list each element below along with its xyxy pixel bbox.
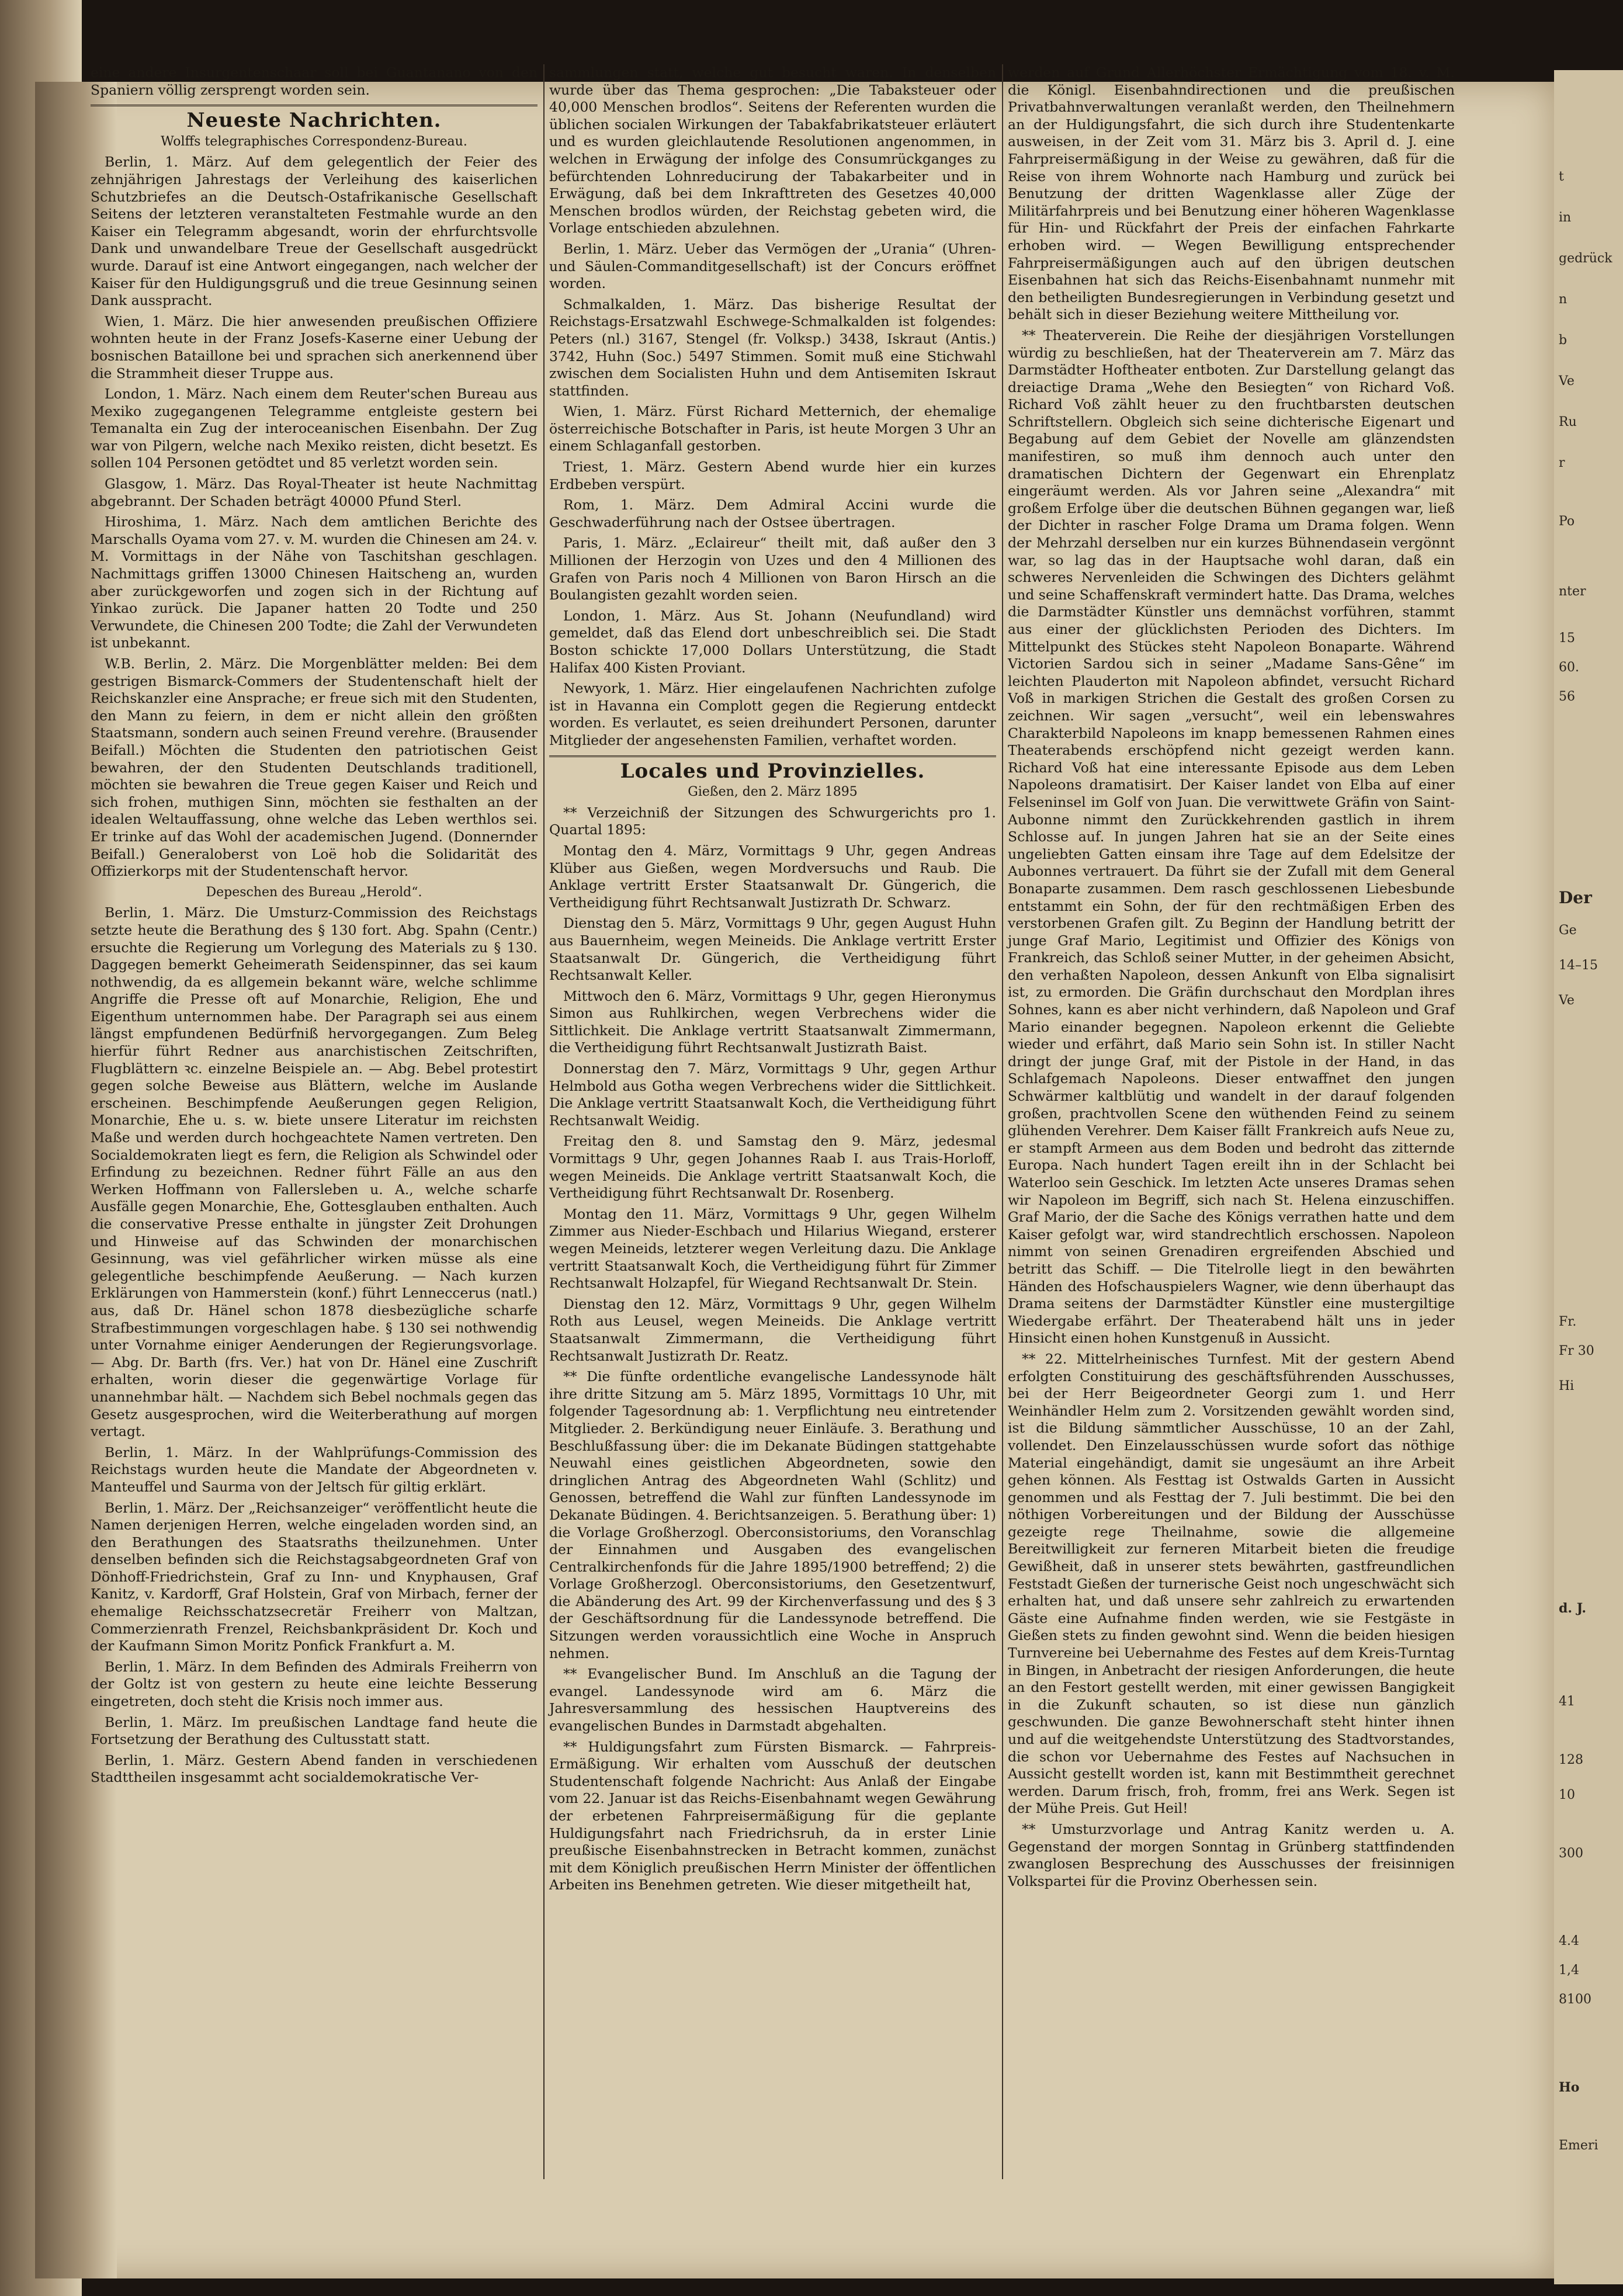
column-1: [91, 64, 537, 1790]
edge-fragment: Po: [1559, 514, 1575, 529]
edge-fragment: Ho: [1559, 2080, 1580, 2095]
edge-fragment: 1,4: [1559, 1963, 1579, 1978]
section-divider: [91, 105, 537, 106]
article-paragraph: Freitag den 8. und Samstag den 9. März, jedesmal Vormittags 9 Uhr, gegen Johannes Raab I. aus Trais-Horloff, wegen Meineids. Die Anklage vertritt Staatsanwalt Koch, die Vertheidigung führt Rechtsanwalt Dr. Rosenberg.: [549, 1133, 996, 1202]
edge-fragment: Ve: [1559, 374, 1575, 389]
article-paragraph: ** Huldigungsfahrt zum Fürsten Bismarck. — Fahrpreis-Ermäßigung. Wir erhalten vom Ausschuß der deutschen Studentenschaft folgende Nachricht: Aus Anlaß der Eingabe vom 22. Januar ist das Reichs-Eisenbahnamt wegen Gewährung der erbetenen Fahrpreisermäßigung für die geplante Huldigungsfahrt nach Friedrichsruh, da in erster Linie preußische Eisenbahnstrecken in Betracht kommen, zunächst mit dem Königlich preußischen Herrn Minister der öffentlichen Arbeiten ins Benehmen getreten. Wie dieser mitgetheilt hat,: [549, 1738, 996, 1893]
edge-fragment: 14–15: [1559, 958, 1598, 973]
edge-fragment: 128: [1559, 1753, 1583, 1767]
edge-fragment: Ve: [1559, 993, 1575, 1008]
edge-fragment: Emeri: [1559, 2138, 1598, 2153]
article-paragraph: ** Verzeichniß der Sitzungen des Schwurgerichts pro 1. Quartal 1895:: [549, 804, 996, 838]
edge-fragment: 10: [1559, 1788, 1575, 1802]
edge-fragment: Hi: [1559, 1379, 1575, 1393]
column-rule: [1002, 64, 1003, 2179]
article-paragraph: Berlin, 1. März. Gestern Abend fanden in verschiedenen Stadttheilen insgesammt acht socialdemokratische Ver-: [91, 1752, 537, 1786]
article-paragraph: Dienstag den 12. März, Vormittags 9 Uhr, gegen Wilhelm Roth aus Leusel, wegen Meineids. Die Anklage vertritt Staatsanwalt Zimmermann, die Vertheidigung führt Rechtsanwalt Justizrath Dr. Reatz.: [549, 1295, 996, 1364]
article-paragraph: Donnerstag den 7. März, Vormittags 9 Uhr, gegen Arthur Helmbold aus Gotha wegen Verbrechens wider die Sittlichkeit. Die Anklage vertritt Staatsanwalt Koch, die Vertheidigung führt Rechtsanwalt Weidig.: [549, 1060, 996, 1129]
article-paragraph: Berlin, 1. März. Die Umsturz-Commission des Reichstags setzte heute die Berathung des § 130 fort. Abg. Spahn (Centr.) ersuchte die Regierung um Vorlegung des Materials zu § 130. Daggegen bemerkt Geheimerath Seidenspinner, das sei kaum nothwendig, da es allgemein bekannt wäre, welche schlimme Angriffe die Presse oft auf Monarchie, Religion, Ehe und Eigenthum unternommen habe. Der Paragraph sei aus einem längst empfundenen Bedürfniß hervorgegangen. Zum Beleg hierfür führt Redner aus anarchistischen Zeitschriften, Flugblättern ꝛc. einzelne Beispiele an. — Abg. Bebel protestirt gegen solche Beweise aus Blättern, welche im Auslande erscheinen. Beschimpfende Aeußerungen gegen Religion, Monarchie, Ehe u. s. w. biete unsere Literatur im reichsten Maße und werden durch hochgeachtete Namen vertreten. Den Socialdemokraten liegt es fern, die Religion als Schwindel oder Erfindung zu bezeichnen. Redner führt Fälle an aus den Werken Hoffmann von Fallersleben u. A., welche scharfe Ausfälle gegen Monarchie, Ehe, Gottesglauben enthalten. Auch die conservative Presse enthalte in jüngster Zeit Drohungen und Hinweise auf das Schwinden der monarchischen Gesinnung, was viel gefährlicher wirken müsse als eine gelegentliche beschimpfende Aeußerung. — Nach kurzen Erklärungen von Hammerstein (konf.) führt Lenneccerus (natl.) aus, daß Dr. Hänel schon 1878 diesbezügliche scharfe Strafbestimmungen vorgeschlagen habe. § 130 sei nothwendig unter Vornahme einiger Aenderungen der Regierungsvorlage. — Abg. Dr. Barth (frs. Ver.) hat von Dr. Hänel eine Zuschrift erhalten, worin dieser die gegenwärtige Vorlage für unannehmbar hält. — Nachdem sich Bebel nochmals gegen das Gesetz ausgesprochen, wird die Weiterberathung auf morgen vertagt.: [91, 904, 537, 1440]
dateline: Gießen, den 2. März 1895: [688, 785, 858, 800]
edge-fragment: d. J.: [1559, 1601, 1587, 1616]
section-divider: [549, 755, 996, 757]
article-paragraph: werden auf Grund Allerhöchster Ermächtigung vom 18. v. M. die Königl. Eisenbahndirectionen und die preußischen Privatbahnverwaltungen veranlaßt werden, den Theilnehmern an der Huldigungsfahrt, die sich durch ihre Studentenkarte ausweisen, in der Zeit vom 31. März bis 3. April d. J. eine Fahrpreisermäßigung in der Weise zu gewähren, daß für die Reise von ihrem Wohnorte nach Hamburg und zurück bei Benutzung der dritten Wagenklasse aller Züge der Militärfahrpreis und bei Benutzung einer höheren Wagenklasse für Hin- und Rückfahrt der Preis der einfachen Fahrkarte erhoben wird. — Wegen Bewilligung entsprechender Fahrpreisermäßigungen auch auf den übrigen deutschen Eisenbahnen hat sich das Reichs-Eisenbahnamt nunmehr mit den betheiligten Bundesregierungen in Verbindung gesetzt und behält sich in dieser Beziehung weitere Mittheilung vor.: [1008, 64, 1455, 323]
edge-fragment: 60.: [1559, 660, 1579, 675]
edge-fragment: 41: [1559, 1694, 1575, 1709]
article-paragraph: Wien, 1. März. Die hier anwesenden preußischen Offiziere wohnten heute in der Franz Josefs-Kaserne einer Uebung der bosnischen Bataillone bei und sprachen sich anerkennend über die Strammheit dieser Truppe aus.: [91, 313, 537, 381]
article-paragraph: Berlin, 1. März. In der Wahlprüfungs-Commission des Reichstags wurden heute die Mandate der Abgeordneten v. Manteuffel und Saurma von der Jeltsch für giltig erklärt.: [91, 1444, 537, 1495]
article-paragraph: Dienstag den 5. März, Vormittags 9 Uhr, gegen August Huhn aus Bauernheim, wegen Meineids. Die Anklage vertritt Erster Staatsanwalt Dr. Güngerich, die Vertheidigung führt Rechtsanwalt Keller.: [549, 915, 996, 984]
article-paragraph: Montag den 11. März, Vormittags 9 Uhr, gegen Wilhelm Zimmer aus Nieder-Eschbach und Hilarius Wiegand, ersterer wegen Meineids, letzterer wegen Verleitung dazu. Die Anklage vertritt Staatsanwalt Koch, die Vertheidigung führt für Zimmer Rechtsanwalt Holzapfel, für Wiegand Rechtsanwalt Dr. Stein.: [549, 1205, 996, 1292]
edge-fragment: in: [1559, 210, 1572, 225]
edge-fragment: r: [1559, 456, 1565, 470]
section-heading-local-news: Locales und Provinzielles.: [620, 759, 925, 783]
article-paragraph: Schmalkalden, 1. März. Das bisherige Resultat der Reichstags-Ersatzwahl Eschwege-Schmalkalden ist folgendes: Peters (nl.) 3167, Stengel (fr. Volksp.) 3438, Iskraut (Antis.) 3742, Huhn (Soc.) 5497 Stimmen. Somit muß eine Stichwahl zwischen dem Socialisten Huhn und dem Antisemiten Iskraut stattfinden.: [549, 296, 996, 399]
article-paragraph: sammlungen statt, welche gut besucht waren. In denselben wurde über das Thema gesprochen: „Die Tabaksteuer oder 40,000 Menschen brodlos“. Seitens der Referenten wurden die üblichen socialen Wirkungen der Tabakfabrikatsteuer erläutert und es wurden gleichlautende Resolutionen angenommen, in welchen in Erwägung der infolge des Consumrückganges zu befürchtenden Lohnreducirung der Tabakarbeiter und in Erwägung, daß bei dem Inkrafttreten des Gesetzes 40,000 Menschen brodlos würden, der Reichstag gebeten wird, die Vorlage entschieden abzulehnen.: [549, 64, 996, 237]
bureau-subheading: Depeschen des Bureau „Herold“.: [206, 885, 422, 900]
article-paragraph: Berlin, 1. März. Auf dem gelegentlich der Feier des zehnjährigen Jahrestags der Verleihung des kaiserlichen Schutzbriefes an die Deutsch-Ostafrikanische Gesellschaft Seitens der letzteren veranstalteten Festmahle wurde an den Kaiser ein Telegramm abgesandt, worin der ehrfurchtsvolle Dank und unwandelbare Treue der Gesellschaft ausgedrückt wurde. Darauf ist eine Antwort eingegangen, nach welcher der Kaiser für den Huldigungsgruß und die treue Gesinnung seinen Dank ausspracht.: [91, 154, 537, 309]
article-paragraph: Berlin, 1. März. Ueber das Vermögen der „Urania“ (Uhren- und Säulen-Commanditgesellschaft) ist der Concurs eröffnet worden.: [549, 240, 996, 292]
edge-fragment: Der: [1559, 888, 1592, 907]
article-paragraph: London, 1. März. Aus St. Johann (Neufundland) wird gemeldet, daß das Elend dort unbeschreiblich sei. Die Stadt Boston schickte 17,000 Dollars Unterstützung, die Stadt Halifax 400 Kisten Proviant.: [549, 607, 996, 676]
edge-fragment: b: [1559, 333, 1567, 348]
edge-fragment: gedrück: [1559, 251, 1612, 266]
article-paragraph: Hiroshima, 1. März. Nach dem amtlichen Berichte des Marschalls Oyama vom 27. v. M. wurden die Chinesen am 24. v. M. Vormittags in der Nähe von Taschitshan geschlagen. Nachmittags griffen 13000 Chinesen Haitscheng an, wurden aber zurückgeworfen und zogen sich in der Richtung auf Yinkao zurück. Die Japaner hatten 20 Todte und 250 Verwundete, die Chinesen 200 Todte; die Zahl der Verwundeten ist unbekannt.: [91, 514, 537, 651]
article-paragraph: Mittwoch den 6. März, Vormittags 9 Uhr, gegen Hieronymus Simon aus Ruhlkirchen, wegen Verbrechens wider die Sittlichkeit. Die Anklage vertritt Staatsanwalt Zimmermann, die Vertheidigung führt Rechtsanwalt Justizrath Baist.: [549, 987, 996, 1056]
edge-fragment: Ge: [1559, 923, 1577, 938]
article-paragraph: Berlin, 1. März. Im preußischen Landtage fand heute die Fortsetzung der Berathung des Cultusstatt statt.: [91, 1714, 537, 1748]
article-paragraph: Newyork, 1. März. Hier eingelaufenen Nachrichten zufolge ist in Havanna ein Complott gegen die Regierung entdeckt worden. Es verlautet, es seien dreihundert Personen, darunter Mitglieder der angesehensten Familien, verhaftet worden.: [549, 680, 996, 748]
article-paragraph: Berlin, 1. März. Der „Reichsanzeiger“ veröffentlicht heute die Namen derjenigen Herren, welche eingeladen worden sind, an den Berathungen des Staatsraths theilzunehmen. Unter denselben befinden sich die Reichstagsabgeordneten Graf von Dönhoff-Friedrichstein, Graf zu Inn- und Knyphausen, Graf Kanitz, v. Kardorff, Graf Holstein, Graf von Mirbach, ferner der ehemalige Reichsschatzsecretär Freiherr von Maltzan, Commerzienrath Frenzel, Reichsbankpräsident Dr. Koch und der Kaufmann Simon Moritz Ponfick Frankfurt a. M.: [91, 1499, 537, 1655]
edge-fragment: Ru: [1559, 415, 1577, 429]
article-paragraph: Glasgow, 1. März. Das Royal-Theater ist heute Nachmittag abgebrannt. Der Schaden beträgt 40000 Pfund Sterl.: [91, 476, 537, 509]
article-paragraph: ** 22. Mittelrheinisches Turnfest. Mit der gestern Abend erfolgten Constituirung des geschäftsführenden Ausschusses, bei der Herr Beigeordneter Georgi zum 1. und Herr Weinhändler Helm zum 2. Vorsitzenden gewählt worden sind, ist die Bildung sämmtlicher Ausschüsse, 10 an der Zahl, vollendet. Den Einzelausschüssen wurde sofort das nöthige Material eingehändigt, damit sie ungesäumt an ihre Arbeit gehen können. Als Festtag ist Ostwalds Garten in Aussicht genommen und als Festtag der 7. Juli bestimmt. Die bei den nöthigen Vorbereitungen und der Bildung der Ausschüsse gezeigte rege Theilnahme, sowie die allgemeine Bereitwilligkeit zur ferneren Mitarbeit bieten die freudige Gewißheit, daß in unserer stets bewährten, gastfreundlichen Feststadt Gießen der turnerische Geist noch ungeschwächt sich erhalten hat, und daß unsere sehr zahlreich zu erwartenden Gäste eine Aufnahme finden werden, wie sie Festgäste in Gießen stets zu finden gewohnt sind. Wenn die beiden hiesigen Turnvereine bei Uebernahme des Festes auf dem Kreis-Turntag in Bingen, in Anbetracht der riesigen Anforderungen, die heute an den Festort gestellt werden, mit einer gewissen Bangigkeit in die Zukunft schauten, so ist diese nun gänzlich geschwunden. Die ganze Bewohnerschaft steht hinter ihnen und auf die weitgehendste Unterstützung des Stadtvorstandes, die schon vor Uebernahme des Festes auf Nachsuchen in Aussicht gestellt worden ist, kann mit Bestimmtheit gerechnet werden. Darum frisch, froh, fromm, frei ans Werk. Segen ist der Mühe Preis. Gut Heil!: [1008, 1350, 1455, 1817]
article-paragraph: Rom, 1. März. Dem Admiral Accini wurde die Geschwaderführung nach der Ostsee übertragen.: [549, 497, 996, 530]
column-rule: [543, 64, 545, 2179]
article-paragraph: ** Umsturzvorlage und Antrag Kanitz werden u. A. Gegenstand der morgen Sonntag in Grünberg stattfindenden zwanglosen Besprechung des Ausschusses der freisinnigen Volkspartei für die Provinz Oberhessen sein.: [1008, 1820, 1455, 1889]
article-paragraph: eine andere Insurgentenschaar soll bei Guantanano von den Spaniern völlig zersprengt worden sein.: [91, 64, 537, 98]
edge-fragment: n: [1559, 292, 1567, 307]
article-paragraph: W.B. Berlin, 2. März. Die Morgenblätter melden: Bei dem gestrigen Bismarck-Commers der Studentenschaft hielt der Reichskanzler eine Ansprache; er freue sich mit den Studenten, den Mann zu feiern, in dem er nicht allein den größten Staatsmann, sondern auch seinen Freund verehre. (Brausender Beifall.) Möchten die Studenten den patriotischen Geist bewahren, der den Studenten Deutschlands traditionell, möchten sie bewahren die Treue gegen Kaiser und Reich und sich frohen, muthigen Sinn, möchten sie festhalten an der idealen Weltauffassung, ohne welche das Leben werthlos sei. Er trinke auf das Wohl der academischen Jugend. (Donnernder Beifall.) Generaloberst von Loë hob die Solidarität des Offizierkorps mit der Studentenschaft hervor.: [91, 655, 537, 880]
adjacent-page-edge: [1554, 70, 1623, 2284]
edge-fragment: nter: [1559, 584, 1586, 599]
article-paragraph: Berlin, 1. März. In dem Befinden des Admirals Freiherrn von der Goltz ist von gestern zu heute eine leichte Besserung eingetreten, doch steht die Krisis noch immer aus.: [91, 1658, 537, 1710]
edge-fragment: t: [1559, 169, 1564, 184]
edge-fragment: 300: [1559, 1846, 1583, 1861]
edge-fragment: 56: [1559, 689, 1575, 704]
article-paragraph: Montag den 4. März, Vormittags 9 Uhr, gegen Andreas Klüber aus Gießen, wegen Mordversuchs und Raub. Die Anklage vertritt Erster Staatsanwalt Dr. Güngerich, die Vertheidigung führt Rechtsanwalt Justizrath Dr. Schwarz.: [549, 842, 996, 911]
article-paragraph: London, 1. März. Nach einem dem Reuter'schen Bureau aus Mexiko zugegangenen Telegramme entgleiste gestern bei Temanalta ein Zug der interoceanischen Eisenbahn. Der Zug war von Pilgern, welche nach Mexiko reisten, dicht besetzt. Es sollen 104 Personen getödtet und 85 verletzt worden sein.: [91, 386, 537, 471]
article-paragraph: Wien, 1. März. Fürst Richard Metternich, der ehemalige österreichische Botschafter in Paris, ist heute Morgen 3 Uhr an einem Schlaganfall gestorben.: [549, 403, 996, 455]
column-3: [1008, 64, 1455, 1893]
edge-fragment: Fr.: [1559, 1315, 1577, 1329]
bureau-subheading: Wolffs telegraphisches Correspondenz-Bureau.: [161, 134, 467, 149]
edge-fragment: 4.4: [1559, 1934, 1579, 1948]
edge-fragment: 15: [1559, 631, 1575, 646]
article-paragraph: Triest, 1. März. Gestern Abend wurde hier ein kurzes Erdbeben verspürt.: [549, 459, 996, 493]
article-paragraph: ** Theaterverein. Die Reihe der diesjährigen Vorstellungen würdig zu beschließen, hat der Theaterverein am 7. März das Darmstädter Hoftheater entboten. Zur Darstellung gelangt das dreiactige Drama „Wehe den Besiegten“ von Richard Voß. Richard Voß zählt heuer zu den fruchtbarsten deutschen Schriftstellern. Obgleich sich seine dichterische Eigenart und Begabung auf dem Gebiet der Novelle am glänzendsten manifestiren, so muß ihm dennoch auch unter den dramatischen Dichtern der Gegenwart ein Ehrenplatz eingeräumt werden. Als vor Jahren seine „Alexandra“ mit großem Erfolge über die deutschen Bühnen gegangen war, ließ der Dichter in rascher Folge Drama um Drama folgen. Wenn der Mehrzahl derselben nur ein kurzes Bühnendasein vergönnt war, so lag das in der Hauptsache wohl daran, daß ein schweres Nervenleiden die Schwingen des Dichters gelähmt und seine Schaffenskraft vermindert hatte. Das Drama, welches die Darmstädter Künstler uns demnächst vorführen, stammt aus einer der glücklichsten Perioden des Dichters. Im Mittelpunkt des Stückes steht Napoleon Bonaparte. Während Victorien Sardou sich in seiner „Madame Sans-Gêne“ im leichten Plauderton mit Napoleon abfindet, versucht Richard Voß in markigen Strichen die Gestalt des großen Corsen zu zeichnen. Wir sagen „versucht“, weil ein lebenswahres Charakterbild Napoleons im knapp bemessenen Rahmen eines Theaterabends erschöpfend nicht gezeigt werden kann. Richard Voß hat eine interessante Episode aus dem Leben Napoleons dramatisirt. Der Kaiser landet von Elba auf einer Felseninsel im Golf von Juan. Die verwittwete Gräfin von Saint-Aubonne nimmt den Zurückkehrenden gastlich in ihrem Schlosse auf. In jungen Jahren hat sie an der Seite eines ungeliebten Gatten einsam ihre Tage auf dem Edelsitze der Aubonnes vertrauert. Da führt sie der Zufall mit dem General Bonaparte zusammen. Dem rasch geschlossenen Liebesbunde entstammt ein Sohn, der für den rechtmäßigen Erben des verstorbenen Grafen gilt. Zu Beginn der Handlung betritt der junge Graf Mario, Legitimist und Offizier des Königs von Frankreich, das Schloß seiner Mutter, in der geheimen Absicht, den verhaßten Napoleon, dessen Ankunft von Elba signalisirt ist, zu ermorden. Die Gräfin durchschaut den Mordplan ihres Sohnes, kann es aber nicht verhindern, daß Napoleon und Graf Mario einander begegnen. Napoleon erkennt die Geliebte wieder und erfährt, daß Mario sein Sohn ist. In stiller Nacht dringt der junge Graf, mit der Pistole in der Hand, in das Schlafgemach Napoleons. Dieser entwaffnet den jungen Schwärmer kaltblütig und wandelt in der darauf folgenden großen, prachtvollen Scene den wüthenden Feind zu seinem glühenden Verehrer. Dem Kaiser fällt Frankreich aufs Neue zu, er stampft Armeen aus dem Boden und bedroht das zitternde Europa. Nach hundert Tagen ereilt ihn in der Schlacht bei Waterloo sein Geschick. Im letzten Acte unseres Dramas sehen wir Napoleon im Begriff, sich nach St. Helena einzuschiffen. Graf Mario, der die Sache des Königs verrathen hatte und dem Kaiser gefolgt war, wird standrechtlich erschossen. Napoleon nimmt von seinen Grenadiren ergreifenden Abschied und betritt das Schiff. — Die Titelrolle liegt in den bewährten Händen des Hofschauspielers Wagner, wie denn überhaupt das Drama seitens der Darmstädter Künstler eine mustergiltige Wiedergabe erfährt. Der Theaterabend hält uns in jeder Hinsicht einen hohen Kunstgenuß in Aussicht.: [1008, 327, 1455, 1347]
section-heading-latest-news: Neueste Nachrichten.: [186, 109, 442, 133]
column-2: [549, 64, 996, 1898]
article-paragraph: ** Die fünfte ordentliche evangelische Landessynode hält ihre dritte Sitzung am 5. März 1895, Vormittags 10 Uhr, mit folgender Tagesordnung ab: 1. Verpflichtung neu eintretender Mitglieder. 2. Berkündigung neuer Einläufe. 3. Berathung und Beschlußfassung über: die im Dekanate Büdingen stattgehabte Neuwahl eines geistlichen Abgeordneten, sowie den dringlichen Antrag des Abgeordneten Wahl (Schlitz) und Genossen, betreffend die Wahl zur fünften Landessynode im Dekanate Büdingen. 4. Berichtsanzeigen. 5. Berathung über: 1) die Vorlage Großherzogl. Oberconsistoriums, den Voranschlag der Einnahmen und Ausgaben des evangelischen Centralkirchenfonds für die Jahre 1895/1900 betreffend; 2) die Vorlage Großherzogl. Oberconsistoriums, den Gesetzentwurf, die Abänderung des Art. 99 der Kirchenverfassung und des § 3 der Geschäftsordnung für die Landessynode betreffend. Die Sitzungen werden voraussichtlich eine Woche in Anspruch nehmen.: [549, 1368, 996, 1662]
article-paragraph: ** Evangelischer Bund. Im Anschluß an die Tagung der evangel. Landessynode wird am 6. März die Jahresversammlung des hessischen Hauptvereins des evangelischen Bundes in Darmstadt abgehalten.: [549, 1666, 996, 1735]
edge-fragment: Fr 30: [1559, 1344, 1594, 1358]
edge-fragment: 8100: [1559, 1992, 1591, 2007]
article-paragraph: Paris, 1. März. „Eclaireur“ theilt mit, daß außer den 3 Millionen der Herzogin von Uzes und den 4 Millionen des Grafen von Paris noch 4 Millionen von Baron Hirsch an die Boulangisten gezahlt worden seien.: [549, 535, 996, 604]
